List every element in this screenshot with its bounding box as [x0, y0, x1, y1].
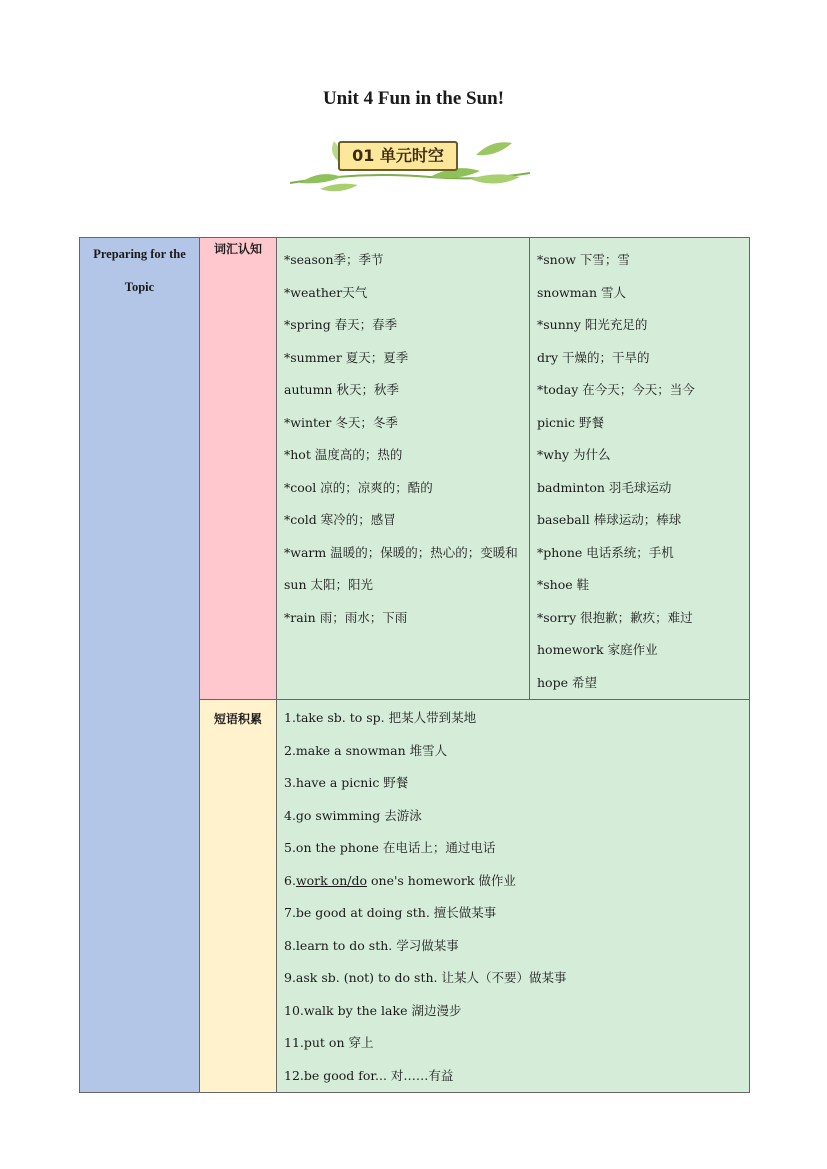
phrase-item-text: one's homework 做作业 [371, 872, 516, 888]
vocab-item: *shoe 鞋 [537, 577, 590, 592]
phrase-item: 7.be good at doing sth. 擅长做某事 [284, 905, 497, 920]
vocab-item: *warm 温暖的；保暖的；热心的；变暖和 [284, 544, 518, 560]
vocab-item: *winter 冬天；冬季 [284, 414, 398, 430]
topic-label: Preparing for the Topic [93, 247, 186, 294]
phrase-item: 4.go swimming 去游泳 [284, 807, 422, 823]
section-badge-label: 01 单元时空 [338, 141, 458, 171]
vocab-category-cell [200, 238, 277, 700]
vocab-item: picnic 野餐 [537, 414, 605, 430]
vocab-item: homework 家庭作业 [537, 642, 658, 657]
page-title: Unit 4 Fun in the Sun! [322, 88, 505, 109]
vocab-item: dry 干燥的；干旱的 [537, 349, 650, 365]
phrase-item: 12.be good for... 对……有益 [284, 1067, 454, 1083]
vocab-item: *rain 雨；雨水；下雨 [284, 609, 408, 625]
phrase-item: 2.make a snowman 堆雪人 [284, 742, 448, 758]
topic-cell [80, 238, 200, 1093]
phrase-item: 5.on the phone 在电话上；通过电话 [284, 840, 496, 855]
vocab-item: snowman 雪人 [537, 284, 627, 300]
vocab-item: *cold 寒冷的；感冒 [284, 512, 396, 527]
phrase-item [284, 865, 742, 898]
phrase-item-number: 6. [284, 872, 296, 888]
vocab-left-column [277, 238, 530, 700]
phrase-item: 10.walk by the lake 湖边漫步 [284, 1002, 462, 1018]
vocab-item: *cool 凉的；凉爽的；酷的 [284, 479, 433, 495]
vocab-category-label: 词汇认知 [213, 242, 262, 256]
vocab-item: baseball 棒球运动；棒球 [537, 512, 682, 527]
vocab-item: *sorry 很抱歉；歉疚；难过 [537, 609, 693, 625]
vocab-item: *hot 温度高的；热的 [284, 447, 403, 462]
phrase-item: 1.take sb. to sp. 把某人带到某地 [284, 710, 477, 725]
vocab-item: *spring 春天；春季 [284, 317, 398, 332]
phrase-category-cell [200, 700, 277, 1093]
phrase-item: 11.put on 穿上 [284, 1035, 374, 1050]
vocab-item: *today 在今天；今天；当今 [537, 382, 695, 397]
vocab-item: *summer 夏天；夏季 [284, 349, 409, 365]
vocab-item: autumn 秋天；秋季 [284, 382, 399, 397]
vocab-item: badminton 羽毛球运动 [537, 479, 672, 495]
vocab-item: *sunny 阳光充足的 [537, 317, 648, 332]
vocab-item: hope 希望 [537, 674, 597, 690]
section-badge [280, 133, 540, 199]
phrase-list [277, 700, 750, 1093]
phrase-item: 3.have a picnic 野餐 [284, 775, 409, 790]
vocab-item: *season季；季节 [284, 252, 384, 267]
phrase-category-label: 短语积累 [213, 712, 262, 726]
phrase-item: 9.ask sb. (not) to do sth. 让某人（不要）做某事 [284, 970, 567, 985]
vocab-item: sun 太阳；阳光 [284, 577, 373, 592]
vocab-item: *phone 电话系统；手机 [537, 544, 674, 560]
vocab-item: *why 为什么 [537, 447, 611, 462]
vocabulary-table [79, 237, 750, 1093]
vocab-item: *snow 下雪；雪 [537, 252, 630, 267]
vocab-item: *weather天气 [284, 284, 368, 300]
phrase-item: 8.learn to do sth. 学习做某事 [284, 937, 459, 953]
vocab-right-column [530, 238, 750, 700]
phrase-item-underlined: work on/do [295, 872, 368, 888]
